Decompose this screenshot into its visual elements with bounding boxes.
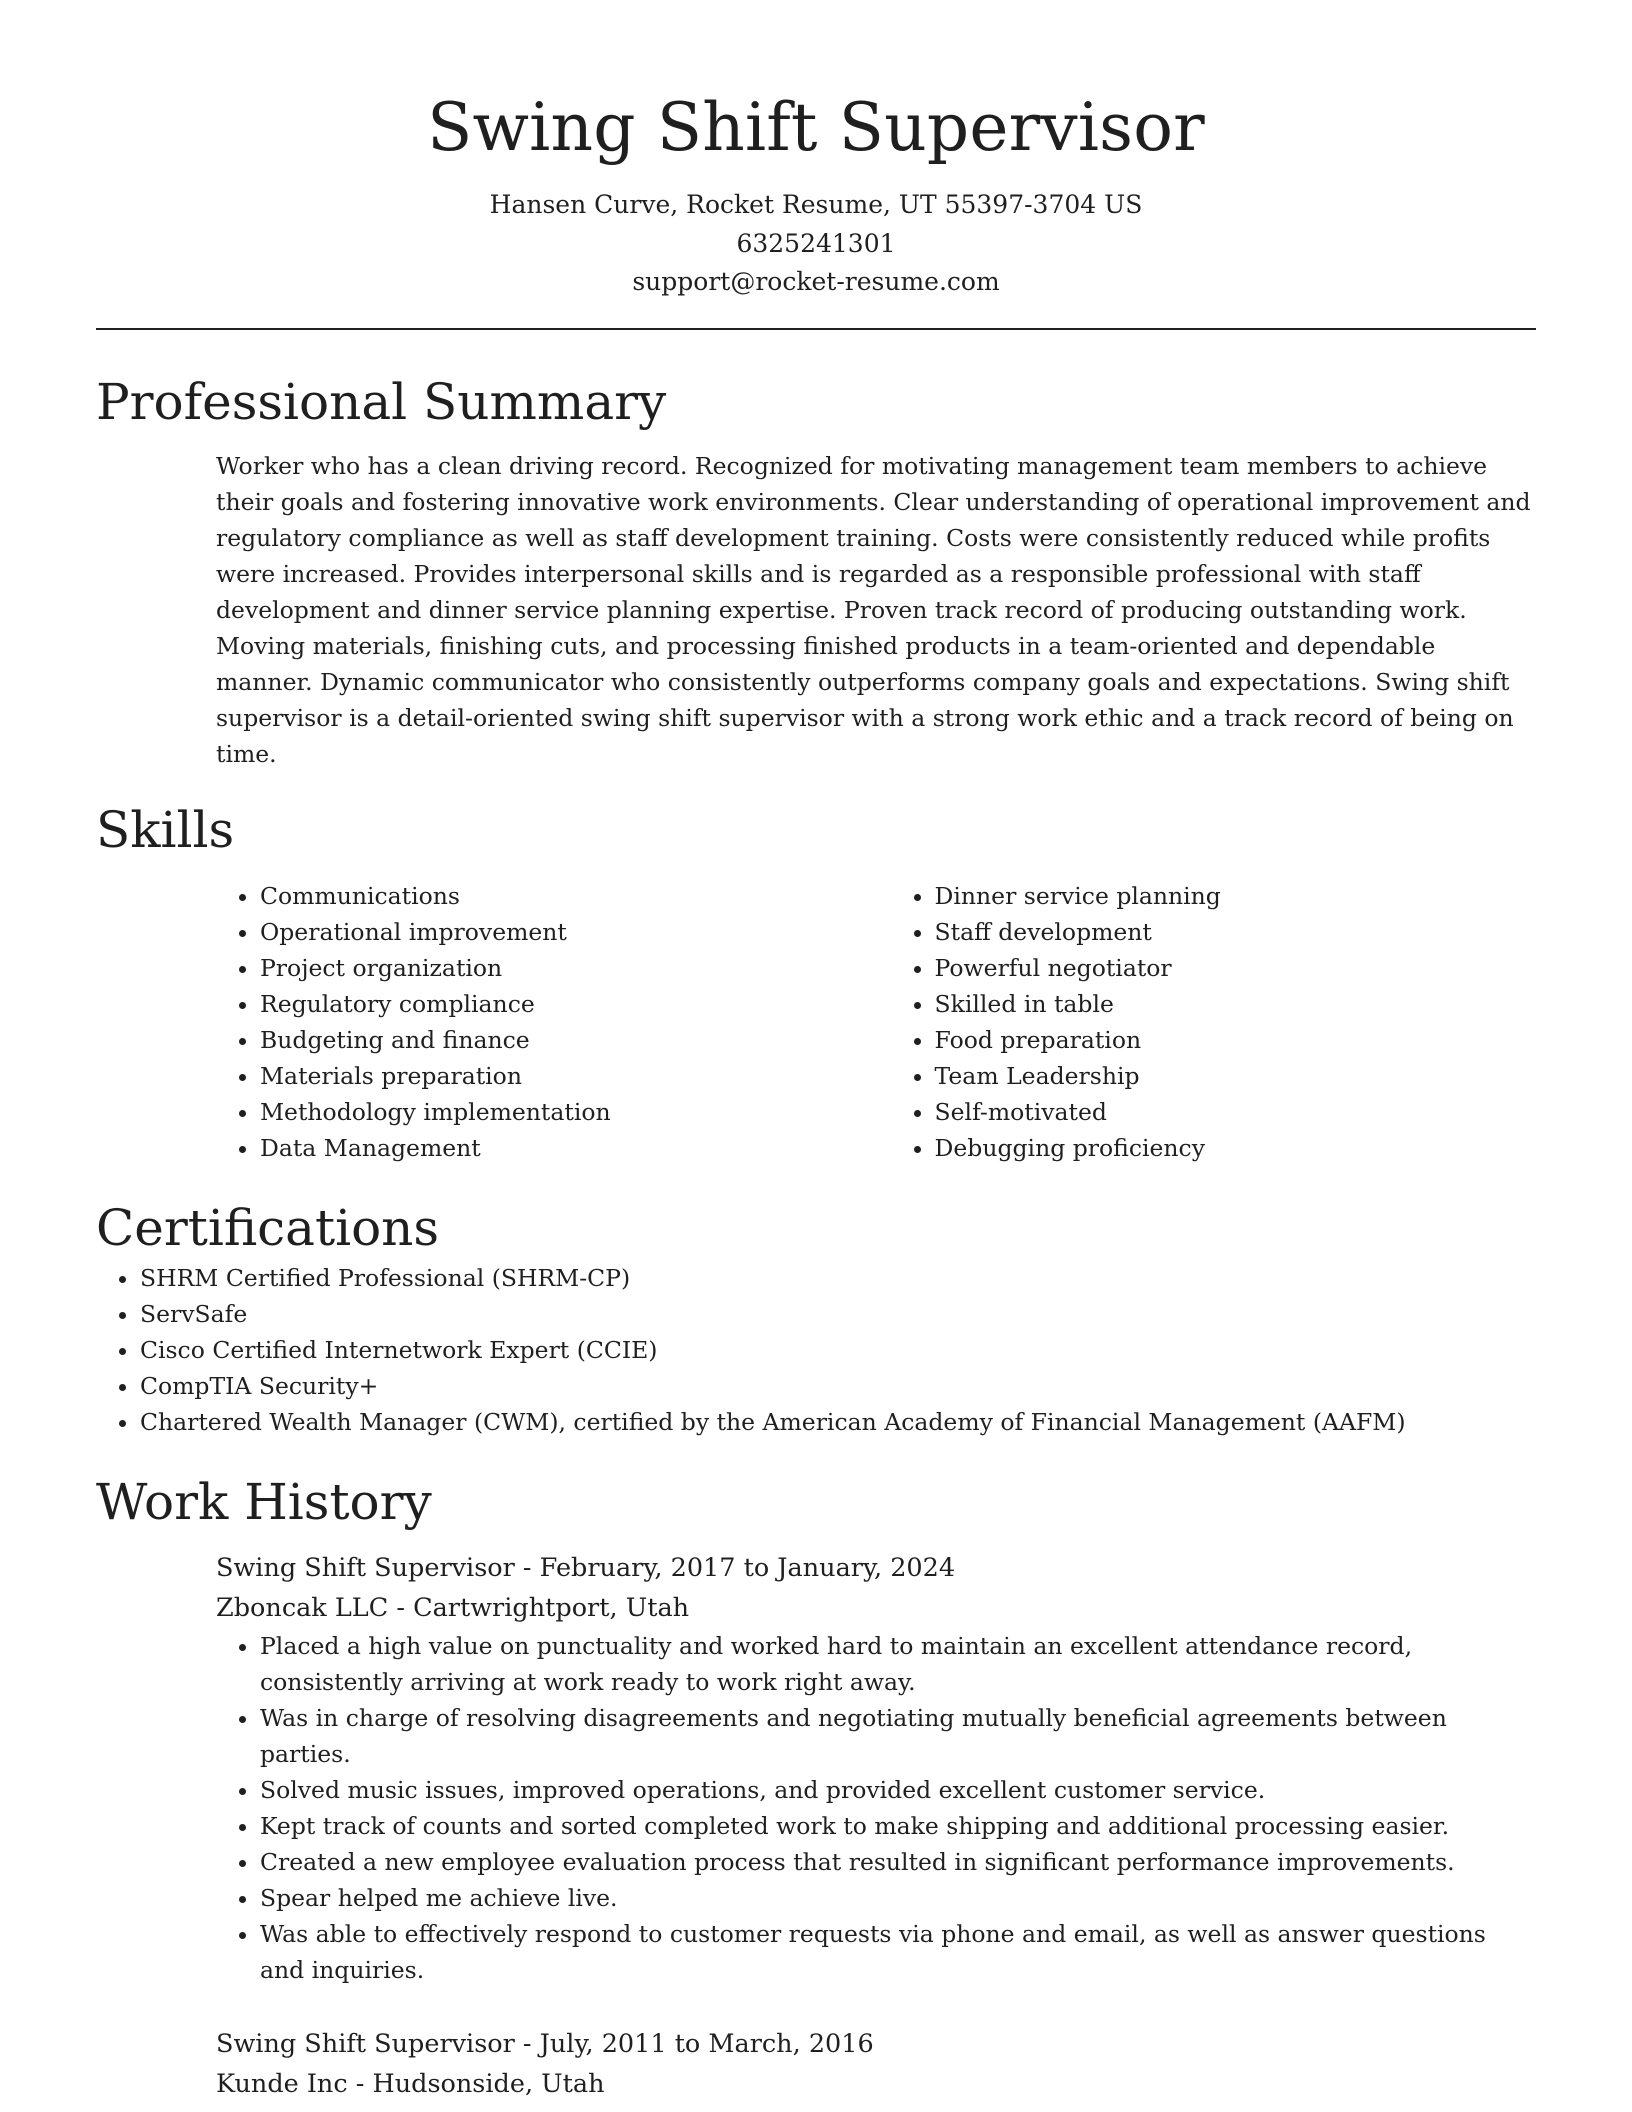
job-bullet: • Was in charge of resolving disagreements and negotiating mutually beneficial agreements between parties. bbox=[260, 1700, 1536, 1772]
section-heading-skills: Skills bbox=[96, 800, 235, 859]
skill-item: • Data Management bbox=[260, 1130, 891, 1166]
resume-header bbox=[96, 0, 1536, 302]
job-title-line: Swing Shift Supervisor - February, 2017 to January, 2024 bbox=[216, 1552, 956, 1583]
certification-item: • CompTIA Security+ bbox=[140, 1368, 1536, 1404]
certifications-list bbox=[96, 1260, 1536, 1440]
section-heading-work-history: Work History bbox=[96, 1472, 432, 1531]
professional-summary-section bbox=[96, 370, 1536, 772]
skill-item: • Powerful negotiator bbox=[935, 950, 1536, 986]
job-bullet: • Was able to effectively respond to customer requests via phone and email, as well as answer questions and inquiries. bbox=[260, 1916, 1536, 1988]
skill-item: • Regulatory compliance bbox=[260, 986, 891, 1022]
skill-item: • Staff development bbox=[935, 914, 1536, 950]
skills-section bbox=[96, 798, 1536, 1166]
certifications-section bbox=[96, 1196, 1536, 1440]
skill-item: • Materials preparation bbox=[260, 1058, 891, 1094]
skill-item: • Project organization bbox=[260, 950, 891, 986]
job-bullet: • Spear helped me achieve live. bbox=[260, 1880, 1536, 1916]
certification-item: • ServSafe bbox=[140, 1296, 1536, 1332]
job-entry bbox=[216, 1548, 1536, 1988]
contact-address: Hansen Curve, Rocket Resume, UT 55397-3704 US bbox=[489, 190, 1143, 219]
job-title-line: Swing Shift Supervisor - July, 2011 to March, 2016 bbox=[216, 2028, 874, 2059]
job-bullet-list bbox=[216, 1628, 1536, 1988]
skill-item: • Debugging proficiency bbox=[935, 1130, 1536, 1166]
job-entry bbox=[216, 2024, 1536, 2104]
skills-list-right bbox=[891, 878, 1536, 1166]
skills-columns bbox=[216, 878, 1536, 1166]
section-heading-certifications: Certifications bbox=[96, 1198, 440, 1257]
skill-item: • Self-motivated bbox=[935, 1094, 1536, 1130]
skills-list-left bbox=[216, 878, 891, 1166]
section-heading-summary: Professional Summary bbox=[96, 372, 667, 431]
skill-item: • Skilled in table bbox=[935, 986, 1536, 1022]
resume-page bbox=[96, 0, 1536, 2104]
skill-item: • Communications bbox=[260, 878, 891, 914]
job-company-line: Zboncak LLC - Cartwrightport, Utah bbox=[216, 1592, 690, 1623]
skill-item: • Methodology implementation bbox=[260, 1094, 891, 1130]
skill-item: • Team Leadership bbox=[935, 1058, 1536, 1094]
job-bullet: • Created a new employee evaluation process that resulted in significant performance improvements. bbox=[260, 1844, 1536, 1880]
header-divider bbox=[96, 328, 1536, 330]
summary-paragraph: Worker who has a clean driving record. Recognized for motivating management team members to achieve their goals and fostering innovative work environments. Clear understanding of operational improvement and regulatory compliance as well as staff development training. Costs were consistently reduced while profits were increased. Provides interpersonal skills and is regarded as a responsible professional with staff development and dinner service planning expertise. Proven track record of producing outstanding work. Moving materials, finishing cuts, and processing finished products in a team-oriented and dependable manner. Dynamic communicator who consistently outperforms company goals and expectations. Swing shift supervisor is a detail-oriented swing shift supervisor with a strong work ethic and a track record of being on time. bbox=[216, 451, 1531, 768]
certification-item: • SHRM Certified Professional (SHRM-CP) bbox=[140, 1260, 1536, 1296]
resume-title: Swing Shift Supervisor bbox=[427, 89, 1205, 166]
skill-item: • Food preparation bbox=[935, 1022, 1536, 1058]
job-bullet: • Placed a high value on punctuality and worked hard to maintain an excellent attendance record, consistently arriving at work ready to work right away. bbox=[260, 1628, 1536, 1700]
skill-item: • Operational improvement bbox=[260, 914, 891, 950]
job-bullet: • Solved music issues, improved operations, and provided excellent customer service. bbox=[260, 1772, 1536, 1808]
contact-block bbox=[96, 186, 1536, 302]
contact-phone: 6325241301 bbox=[736, 228, 896, 258]
job-bullet: • Kept track of counts and sorted completed work to make shipping and additional processing easier. bbox=[260, 1808, 1536, 1844]
work-history-section bbox=[96, 1470, 1536, 2104]
certification-item: • Chartered Wealth Manager (CWM), certified by the American Academy of Financial Management (AAFM) bbox=[140, 1404, 1536, 1440]
contact-email: support@rocket-resume.com bbox=[632, 267, 1000, 296]
skill-item: • Budgeting and finance bbox=[260, 1022, 891, 1058]
certification-item: • Cisco Certified Internetwork Expert (CCIE) bbox=[140, 1332, 1536, 1368]
job-company-line: Kunde Inc - Hudsonside, Utah bbox=[216, 2068, 605, 2099]
skill-item: • Dinner service planning bbox=[935, 878, 1536, 914]
